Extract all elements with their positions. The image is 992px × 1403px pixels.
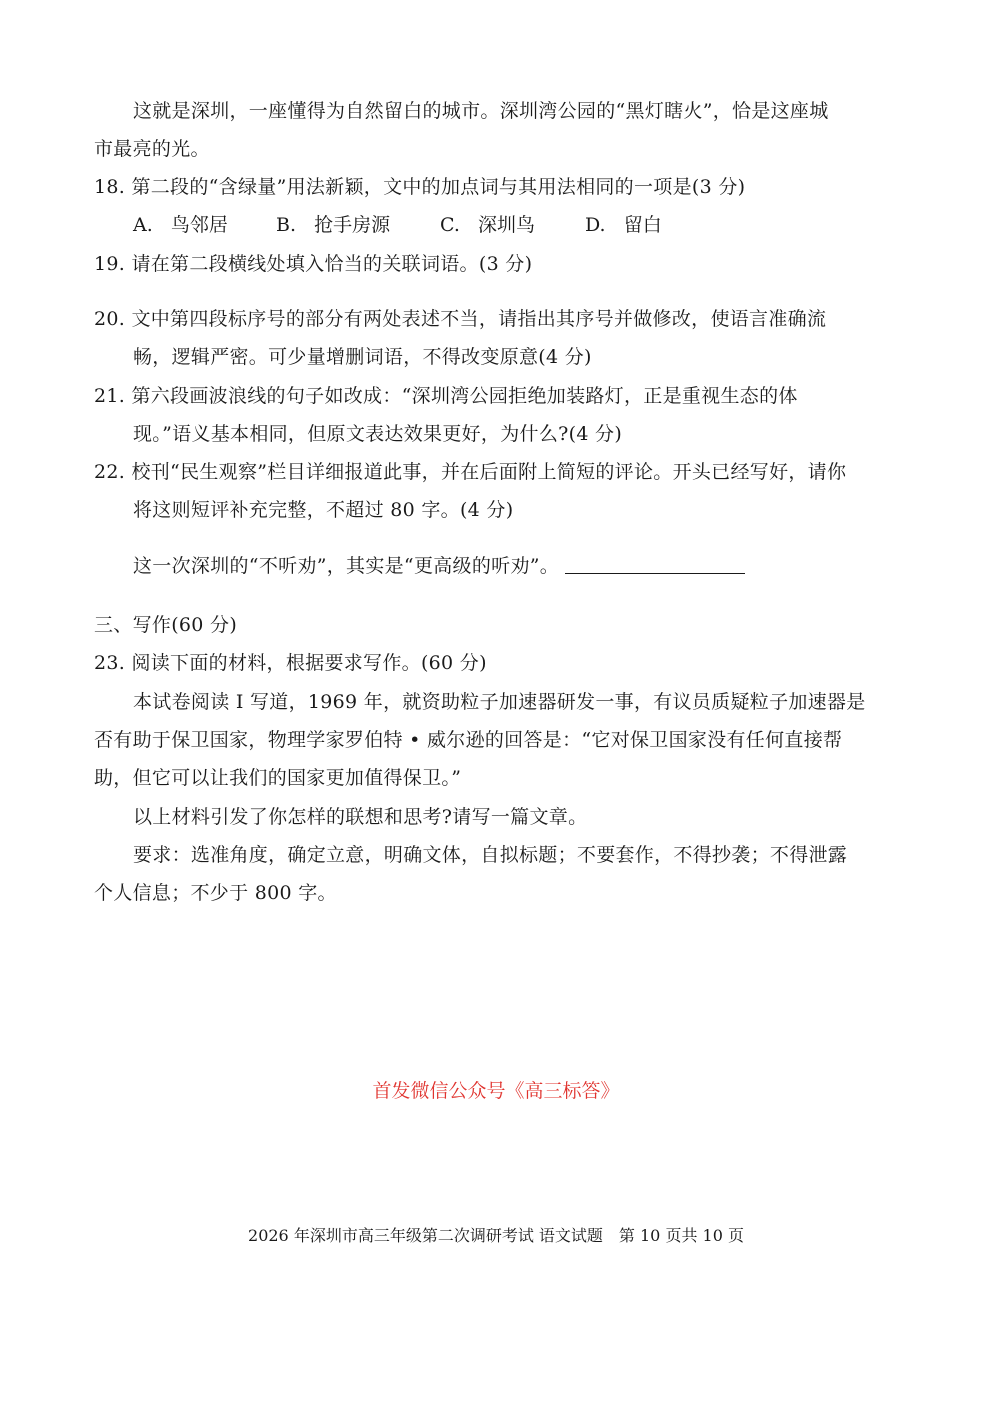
option-a <box>133 212 228 238</box>
option-b <box>276 212 390 238</box>
question-19-stem: 19. 请在第二段横线处填入恰当的关联词语。(3 分) <box>94 253 533 275</box>
question-23-stem: 23. 阅读下面的材料，根据要求写作。(60 分) <box>94 652 487 674</box>
requirement-line-1: 要求：选准角度，确定立意，明确文体，自拟标题；不要套作，不得抄袭；不得泄露 <box>133 844 848 866</box>
answer-start-text: 这一次深圳的“不听劝”，其实是“更高级的听劝”。 <box>133 555 560 577</box>
passage-end-line-1: 这就是深圳，一座懂得为自然留白的城市。深圳湾公园的“黑灯瞎火”，恰是这座城 <box>133 100 829 122</box>
option-d-text: 留白 <box>623 214 662 236</box>
option-b-text: 抢手房源 <box>314 214 391 236</box>
option-c <box>440 212 535 238</box>
answer-blank[interactable] <box>565 553 745 574</box>
passage-end-line-2: 市最亮的光。 <box>94 138 210 160</box>
page-footer: 2026 年深圳市高三年级第二次调研考试 语文试题 第 10 页共 10 页 <box>248 1226 744 1245</box>
question-22-answer-line <box>133 553 745 579</box>
watermark-text: 首发微信公众号《高三标答》 <box>372 1080 620 1102</box>
option-a-letter: A. <box>133 214 153 236</box>
question-22-line-2: 将这则短评补充完整，不超过 80 字。(4 分) <box>133 499 514 521</box>
question-20-line-2: 畅，逻辑严密。可少量增删词语，不得改变原意(4 分) <box>133 346 592 368</box>
section-3-heading: 三、写作(60 分) <box>94 614 238 636</box>
option-c-letter: C. <box>440 214 460 236</box>
material-line-2: 否有助于保卫国家，物理学家罗伯特 • 威尔逊的回答是：“它对保卫国家没有任何直接帮 <box>94 729 843 751</box>
material-line-3: 助，但它可以让我们的国家更加值得保卫。” <box>94 767 462 789</box>
question-18-stem: 18. 第二段的“含绿量”用法新颖，文中的加点词与其用法相同的一项是(3 分) <box>94 176 746 198</box>
question-20-line-1: 20. 文中第四段标序号的部分有两处表述不当，请指出其序号并做修改，使语言准确流 <box>94 308 827 330</box>
option-a-text: 鸟邻居 <box>170 214 228 236</box>
option-b-letter: B. <box>276 214 297 236</box>
question-21-line-2: 现。”语义基本相同，但原文表达效果更好，为什么?(4 分) <box>133 423 623 445</box>
requirement-line-2: 个人信息；不少于 800 字。 <box>94 882 337 904</box>
question-21-line-1: 21. 第六段画波浪线的句子如改成：“深圳湾公园拒绝加装路灯，正是重视生态的体 <box>94 385 798 407</box>
question-22-line-1: 22. 校刊“民生观察”栏目详细报道此事，并在后面附上简短的评论。开头已经写好，请你 <box>94 461 847 483</box>
option-d-letter: D. <box>585 214 606 236</box>
option-d <box>585 212 662 238</box>
writing-prompt: 以上材料引发了你怎样的联想和思考?请写一篇文章。 <box>133 806 588 828</box>
material-line-1: 本试卷阅读 I 写道，1969 年，就资助粒子加速器研发一事，有议员质疑粒子加速器是 <box>133 691 866 713</box>
option-c-text: 深圳鸟 <box>478 214 536 236</box>
